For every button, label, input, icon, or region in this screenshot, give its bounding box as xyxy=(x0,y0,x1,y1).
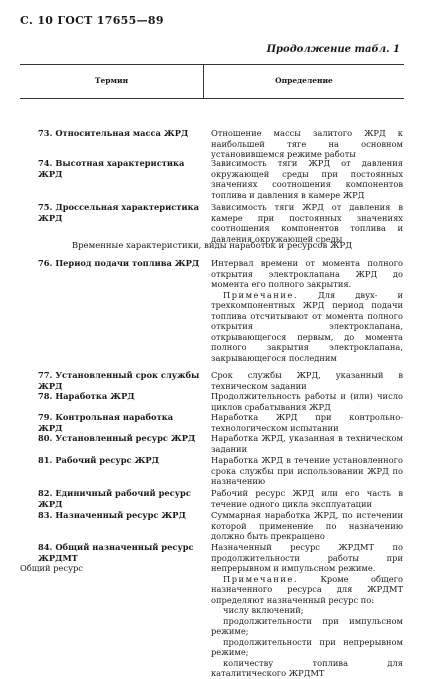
definition-79: Наработка ЖРД при контрольно-технологическом испытании xyxy=(211,412,403,433)
definition-76 xyxy=(211,258,403,363)
definition-80: Наработка ЖРД, указанная в техническом задании xyxy=(211,433,403,454)
term-84-synonym: Общий ресурс xyxy=(20,563,83,573)
definition-84 xyxy=(211,542,403,679)
term-80: 80. Установленный ресурс ЖРД xyxy=(38,433,196,443)
definition-81: Наработка ЖРД в течение установленного срока службы при использовании ЖРД по назначению xyxy=(211,455,403,486)
term-74: 74. Высотная характеристика ЖРД xyxy=(38,158,185,179)
term-77: 77. Установленный срок службы ЖРД xyxy=(38,370,200,391)
definition-73: Отношение массы залитого ЖРД к наибольшей тяге на основном установившемся режиме работы xyxy=(211,128,403,159)
table-top-rule xyxy=(20,64,404,65)
definition-84-text: Назначенный ресурс ЖРДМТ по продолжительности работы при непрерывном и импульсном режиме. xyxy=(211,542,403,573)
term-82: 82. Единичный рабочий ресурс ЖРД xyxy=(38,488,191,509)
note-text: Кроме общего назначенного ресурса для ЖРДМТ определяют назначенный ресурс по: xyxy=(211,573,403,605)
page-header-left: С. 10 ГОСТ 17655—89 xyxy=(20,14,164,27)
term-73: 73. Относительная масса ЖРД xyxy=(38,128,189,138)
list-item: количеству топлива для каталитического ЖРДМТ xyxy=(211,657,403,678)
term-84 xyxy=(20,542,200,574)
term-81: 81. Рабочий ресурс ЖРД xyxy=(38,455,159,465)
term-76: 76. Период подачи топлива ЖРД xyxy=(38,258,200,268)
definition-78: Продолжительность работы и (или) число циклов срабатывания ЖРД xyxy=(211,391,403,412)
term-78: 78. Наработка ЖРД xyxy=(38,391,135,401)
column-header-term: Термин xyxy=(94,76,129,85)
section-title: Временные характеристики, виды наработок и ресурсов ЖРД xyxy=(71,241,353,251)
definition-82: Рабочий ресурс ЖРД или его часть в течение одного цикла эксплуатации xyxy=(211,488,403,509)
definition-84-note xyxy=(211,574,403,606)
note-text: Для двух- и трехкомпонентных ЖРД период подачи топлива отсчитывают от момента полного открытия электроклапана, открывающегося первым, до момента полного закрытия электроклапана, закрывающегося последним xyxy=(211,289,403,363)
note-label: Примечание. xyxy=(223,573,298,584)
note-label: Примечание. xyxy=(223,289,298,300)
table-header-rule xyxy=(20,98,404,99)
definition-76-note xyxy=(211,290,403,364)
column-header-definition: Определение xyxy=(275,76,333,85)
term-83: 83. Назначенный ресурс ЖРД xyxy=(38,510,186,520)
definition-83: Суммарная наработка ЖРД, по истечении которой применение по назначению должно быть прекращено xyxy=(211,510,403,541)
definition-77: Срок службы ЖРД, указанный в техническом задании xyxy=(211,370,403,391)
definition-75: Зависимость тяги ЖРД от давления в камере при постоянных значениях соотношения компонентов топлива и давления окружающей среды xyxy=(211,202,403,244)
definition-76-text: Интервал времени от момента полного открытия электроклапана ЖРД до момента его полного закрытия. xyxy=(211,258,403,289)
list-item: числу включений; xyxy=(223,605,304,615)
definition-74: Зависимость тяги ЖРД от давления окружающей среды при постоянных значениях соотношения компонентов топлива и давления в камере ЖРД xyxy=(211,158,403,200)
term-84-label: 84. Общий назначенный ресурс ЖРДМТ xyxy=(38,542,194,563)
list-item: продолжительности при импульсном режиме; xyxy=(211,615,403,636)
term-79: 79. Контрольная наработка ЖРД xyxy=(38,412,174,433)
term-75: 75. Дроссельная характеристика ЖРД xyxy=(38,202,199,223)
table-continuation-label: Продолжение табл. 1 xyxy=(266,44,400,55)
list-item: продолжительности при непрерывном режиме; xyxy=(211,636,403,657)
